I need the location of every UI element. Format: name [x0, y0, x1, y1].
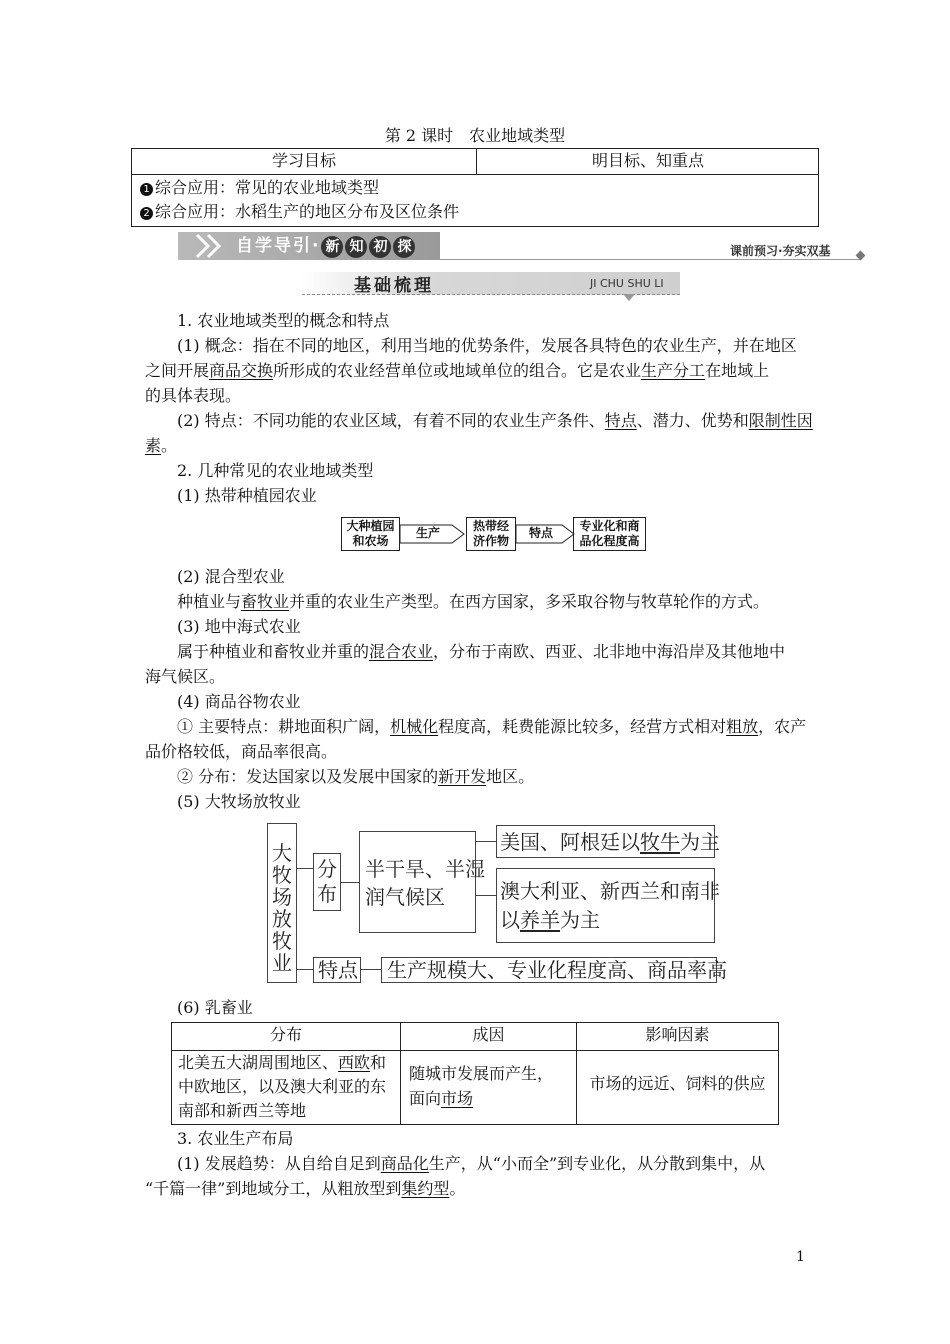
text: 所形成的农业经营单位或地域单位的组合。它是农业	[273, 361, 642, 380]
flow-text: 济作物	[472, 534, 509, 548]
text: 和	[370, 1053, 387, 1072]
text: 以	[500, 908, 520, 932]
connector	[341, 882, 359, 883]
banner-circle-char: 初	[369, 236, 391, 258]
char: 业	[272, 951, 292, 975]
banner-title	[236, 234, 416, 258]
mediterranean-heading: (3) 地中海式农业	[177, 617, 301, 636]
ranch-feature-box	[313, 957, 361, 983]
section-1-heading: 1. 农业地域类型的概念和特点	[177, 311, 390, 330]
ranch-region-box-2	[496, 868, 720, 943]
text: 北美五大湖周围地区、	[178, 1053, 339, 1072]
char: 场	[272, 885, 292, 909]
answer-underline: 商品化	[380, 1154, 429, 1173]
text: ，农产	[758, 717, 807, 736]
text: ① 主要特点：耕地面积广阔，	[177, 717, 391, 736]
flow-text: 品化程度高	[579, 534, 640, 548]
text: 属于种植业和畜牧业并重的	[177, 642, 370, 661]
grain-line-3	[177, 764, 534, 789]
text-line	[178, 1051, 386, 1075]
banner-circle-char: 知	[345, 236, 367, 258]
concept-line-1: (1) 概念：指在不同的地区，利用当地的优势条件，发展各具特色的农业生产，并在地区	[177, 336, 797, 355]
flow-text: 大种植园	[346, 519, 395, 533]
circled-number: 2	[140, 207, 153, 220]
connector	[476, 841, 496, 842]
text: (1) 发展趋势：从自给自足到	[177, 1154, 381, 1173]
text: 并重的农业生产类型。在西方国家，多采取谷物与牧草轮作的方式。	[289, 592, 770, 611]
dairy-header-cause: 成因	[472, 1025, 505, 1044]
mixed-heading: (2) 混合型农业	[177, 567, 285, 586]
banner-rule	[440, 259, 860, 260]
text-line: 南部和新西兰等地	[178, 1101, 307, 1120]
answer-underline: 新开发	[438, 767, 487, 786]
section-2-heading: 2. 几种常见的农业地域类型	[177, 461, 374, 480]
objectives-header-left: 学习目标	[271, 151, 336, 170]
grain-line-2: 品价格较低，商品率很高。	[145, 742, 338, 761]
answer-underline: 畜牧业	[241, 592, 290, 611]
text: 在地域上	[705, 361, 770, 380]
connector	[361, 969, 381, 970]
objectives-table	[131, 148, 819, 227]
flow-text: 和农场	[352, 534, 389, 548]
text: “千篇一律”到地域分工，从粗放型到	[145, 1179, 402, 1198]
ranch-feature-label: 特点	[318, 958, 358, 982]
connector	[476, 895, 496, 896]
text: ② 分布：发达国家以及发展中国家的	[177, 767, 439, 786]
grain-line-1	[177, 714, 806, 739]
text: 为主	[680, 830, 720, 854]
objectives-header-row	[132, 149, 818, 175]
dairy-cause-cell	[409, 1061, 553, 1111]
feature-line-2	[145, 433, 177, 458]
dairy-dist-cell	[178, 1051, 386, 1123]
tropical-heading: (1) 热带种植园农业	[177, 486, 317, 505]
ranch-main-text	[271, 842, 293, 974]
text: (2) 特点：不同功能的农业区域，有着不同的农业生产条件、	[177, 411, 605, 430]
dairy-table	[171, 1022, 779, 1125]
answer-underline: 素	[145, 436, 162, 455]
flow-box-crops	[466, 517, 516, 551]
flow-box-specialization	[573, 517, 646, 551]
lesson-title: 第 2 课时 农业地域类型	[384, 126, 566, 145]
flow-label-produce: 生产	[415, 526, 440, 540]
flow-text: 专业化和商	[579, 519, 640, 533]
ranch-dist-box	[313, 853, 341, 911]
answer-underline: 市场	[441, 1089, 474, 1108]
ranch-dist-text	[316, 857, 338, 907]
trend-line-2	[145, 1176, 465, 1201]
char: 牧	[272, 863, 292, 887]
ranch-region-text-2	[500, 877, 720, 935]
text: 。	[161, 436, 178, 455]
flow-box-plantation	[341, 517, 400, 551]
text: 、潜力、优势和	[636, 411, 749, 430]
objective-item-1	[140, 176, 379, 200]
mediterranean-line-1	[177, 639, 785, 664]
answer-underline: 西欧	[338, 1053, 371, 1072]
sub-banner-title: 基础梳理	[354, 276, 434, 296]
objective-text: 综合应用：常见的农业地域类型	[155, 178, 380, 197]
banner-circle-char: 探	[393, 236, 415, 258]
text: 美国、阿根廷以	[500, 830, 640, 854]
answer-underline: 养羊	[520, 908, 560, 932]
ranch-feature-value: 生产规模大、专业化程度高、商品率高	[387, 958, 727, 982]
banner-subtitle: 课前预习·夯实双基	[730, 244, 831, 258]
concept-line-2	[145, 358, 769, 383]
answer-underline: 特点	[604, 411, 637, 430]
text-line: 中欧地区，以及澳大利亚的东	[178, 1077, 387, 1096]
dairy-header-dist: 分布	[269, 1025, 302, 1044]
ranch-feature-value-box	[381, 957, 727, 983]
connector	[297, 969, 313, 970]
objective-text: 综合应用：水稻生产的地区分布及区位条件	[155, 202, 460, 221]
char: 分	[317, 857, 337, 881]
concept-line-3: 的具体表现。	[145, 386, 242, 405]
grain-heading: (4) 商品谷物农业	[177, 692, 301, 711]
objective-item-2	[140, 200, 459, 224]
text: 之间开展	[145, 361, 210, 380]
dairy-heading: (6) 乳畜业	[177, 998, 253, 1017]
char: 布	[317, 882, 337, 906]
ranch-heading: (5) 大牧场放牧业	[177, 792, 301, 811]
mixed-line	[177, 589, 769, 614]
answer-underline: 生产分工	[641, 361, 706, 380]
section-3-heading: 3. 农业生产布局	[177, 1129, 294, 1148]
answer-underline: 混合农业	[369, 642, 434, 661]
text-line	[409, 1086, 553, 1111]
flow-label-feature: 特点	[528, 526, 553, 540]
connector	[297, 868, 313, 869]
char: 牧	[272, 929, 292, 953]
objectives-header-right: 明目标、知重点	[591, 151, 704, 170]
banner-circle-char: 新	[321, 236, 343, 258]
dairy-factor-cell: 市场的远近、饲料的供应	[589, 1074, 766, 1093]
ranch-region-text-1	[500, 828, 720, 856]
answer-underline: 商品交换	[209, 361, 274, 380]
text: 生产，从“小而全”到专业化，从分散到集中，从	[428, 1154, 766, 1173]
text: ，分布于南欧、西亚、北非地中海沿岸及其他地中	[433, 642, 786, 661]
double-chevron-icon	[193, 232, 233, 260]
text-line: 澳大利亚、新西兰和南非	[500, 879, 720, 903]
trend-line-1	[177, 1151, 765, 1176]
answer-underline: 限制性因	[748, 411, 813, 430]
ranch-main-box	[267, 823, 297, 983]
text-line: 润气候区	[365, 885, 445, 909]
ranch-region-box-1	[496, 825, 720, 858]
ranch-climate-box	[359, 831, 485, 933]
text-line: 随城市发展而产生，	[409, 1064, 554, 1083]
text: 为主	[560, 908, 600, 932]
text: 。	[449, 1179, 466, 1198]
text: 地区。	[486, 767, 535, 786]
text: 种植业与	[177, 592, 242, 611]
char: 放	[272, 907, 292, 931]
text-line	[500, 906, 720, 935]
ranch-climate-text	[365, 855, 485, 911]
circled-number: 1	[140, 183, 153, 196]
feature-line-1	[177, 408, 813, 433]
text: 程度高，耗费能源比较多，经营方式相对	[438, 717, 727, 736]
page-number: 1	[796, 1249, 805, 1265]
dairy-header-factor: 影响因素	[645, 1025, 710, 1044]
flow-text: 热带经	[472, 519, 509, 533]
sub-banner-pinyin: JI CHU SHU LI	[590, 277, 664, 290]
banner-title-text: 自学导引·	[236, 236, 321, 256]
text-line: 半干旱、半湿	[365, 857, 485, 881]
answer-underline: 牧牛	[640, 830, 680, 854]
char: 大	[272, 841, 292, 865]
triangle-down-icon	[623, 294, 635, 301]
answer-underline: 粗放	[726, 717, 759, 736]
answer-underline: 集约型	[401, 1179, 450, 1198]
answer-underline: 机械化	[390, 717, 439, 736]
text: 面向	[409, 1089, 442, 1108]
mediterranean-line-2: 海气候区。	[145, 667, 226, 686]
